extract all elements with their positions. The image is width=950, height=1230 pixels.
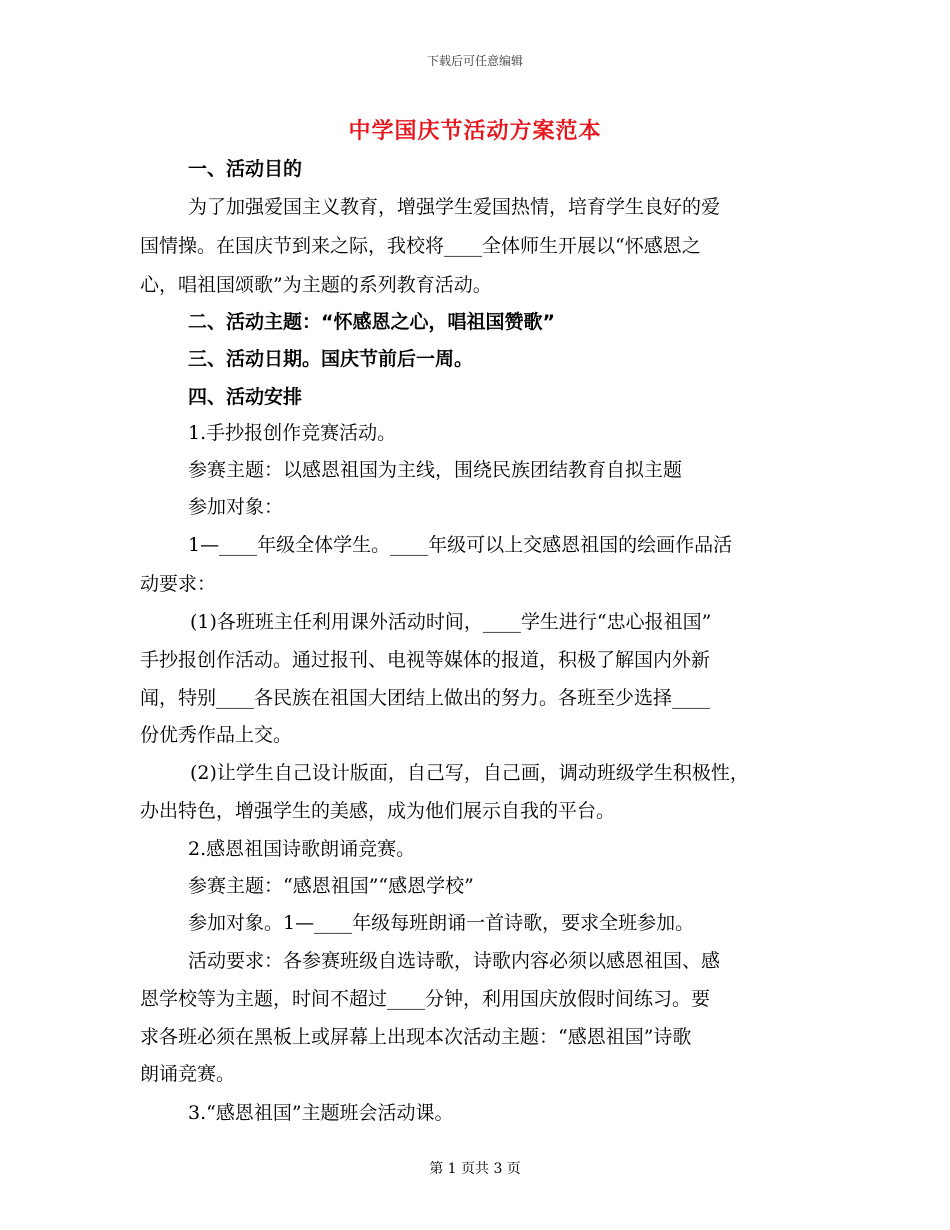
paragraph-line: 参加对象： (188, 496, 284, 518)
paragraph-line: 闻，特别____各民族在祖国大团结上做出的努力。各班至少选择____ (140, 687, 711, 709)
paragraph-line: 办出特色，增强学生的美感，成为他们展示自我的平台。 (140, 800, 616, 822)
paragraph-line: 1—____年级全体学生。____年级可以上交感恩祖国的绘画作品活 (188, 534, 733, 556)
paragraph-line: 求各班必须在黑板上或屏幕上出现本次活动主题：“感恩祖国”诗歌 (140, 1026, 692, 1048)
paragraph-line: 恩学校等为主题，时间不超过____分钟，利用国庆放假时间练习。要 (140, 988, 711, 1010)
paragraph-line: 为了加强爱国主义教育，增强学生爱国热情，培育学生良好的爱 (188, 196, 721, 218)
paragraph-line: 参赛主题：以感恩祖国为主线，围绕民族团结教育自拟主题 (188, 459, 683, 481)
subsection-heading: 2.感恩祖国诗歌朗诵竞赛。 (188, 838, 416, 860)
paragraph-line: 活动要求：各参赛班级自选诗歌，诗歌内容必须以感恩祖国、感 (188, 950, 721, 972)
section-heading-theme: 二、活动主题：“怀感恩之心，唱祖国赞歌” (188, 311, 555, 333)
paragraph-line: 国情操。在国庆节到来之际，我校将____全体师生开展以“怀感恩之 (140, 235, 701, 257)
paragraph-line: 份优秀作品上交。 (140, 724, 293, 746)
list-item: (2)让学生自己设计版面，自己写，自己画，调动班级学生积极性， (190, 762, 749, 784)
section-heading-arrangement: 四、活动安排 (188, 386, 303, 408)
paragraph-line: 手抄报创作活动。通过报刊、电视等媒体的报道，积极了解国内外新 (140, 649, 711, 671)
paragraph-line: 朗诵竞赛。 (140, 1063, 236, 1085)
section-heading-date: 三、活动日期。国庆节前后一周。 (188, 348, 474, 370)
paragraph-line: 动要求： (140, 573, 217, 595)
section-heading-purpose: 一、活动目的 (188, 158, 303, 180)
paragraph-line: 参加对象。1—____年级每班朗诵一首诗歌，要求全班参加。 (188, 912, 695, 934)
list-item: (1)各班班主任利用课外活动时间，____学生进行“忠心报祖国” (190, 611, 712, 633)
subsection-heading: 3.“感恩祖国”主题班会活动课。 (188, 1102, 454, 1124)
header-note: 下载后可任意编辑 (426, 54, 523, 68)
paragraph-line: 心，唱祖国颂歌”为主题的系列教育活动。 (140, 274, 492, 296)
page-number: 第 1 页共 3 页 (429, 1161, 521, 1177)
subsection-heading: 1.手抄报创作竞赛活动。 (188, 422, 397, 444)
paragraph-line: 参赛主题：“感恩祖国”“感恩学校” (188, 875, 474, 897)
document-title: 中学国庆节活动方案范本 (348, 119, 602, 144)
